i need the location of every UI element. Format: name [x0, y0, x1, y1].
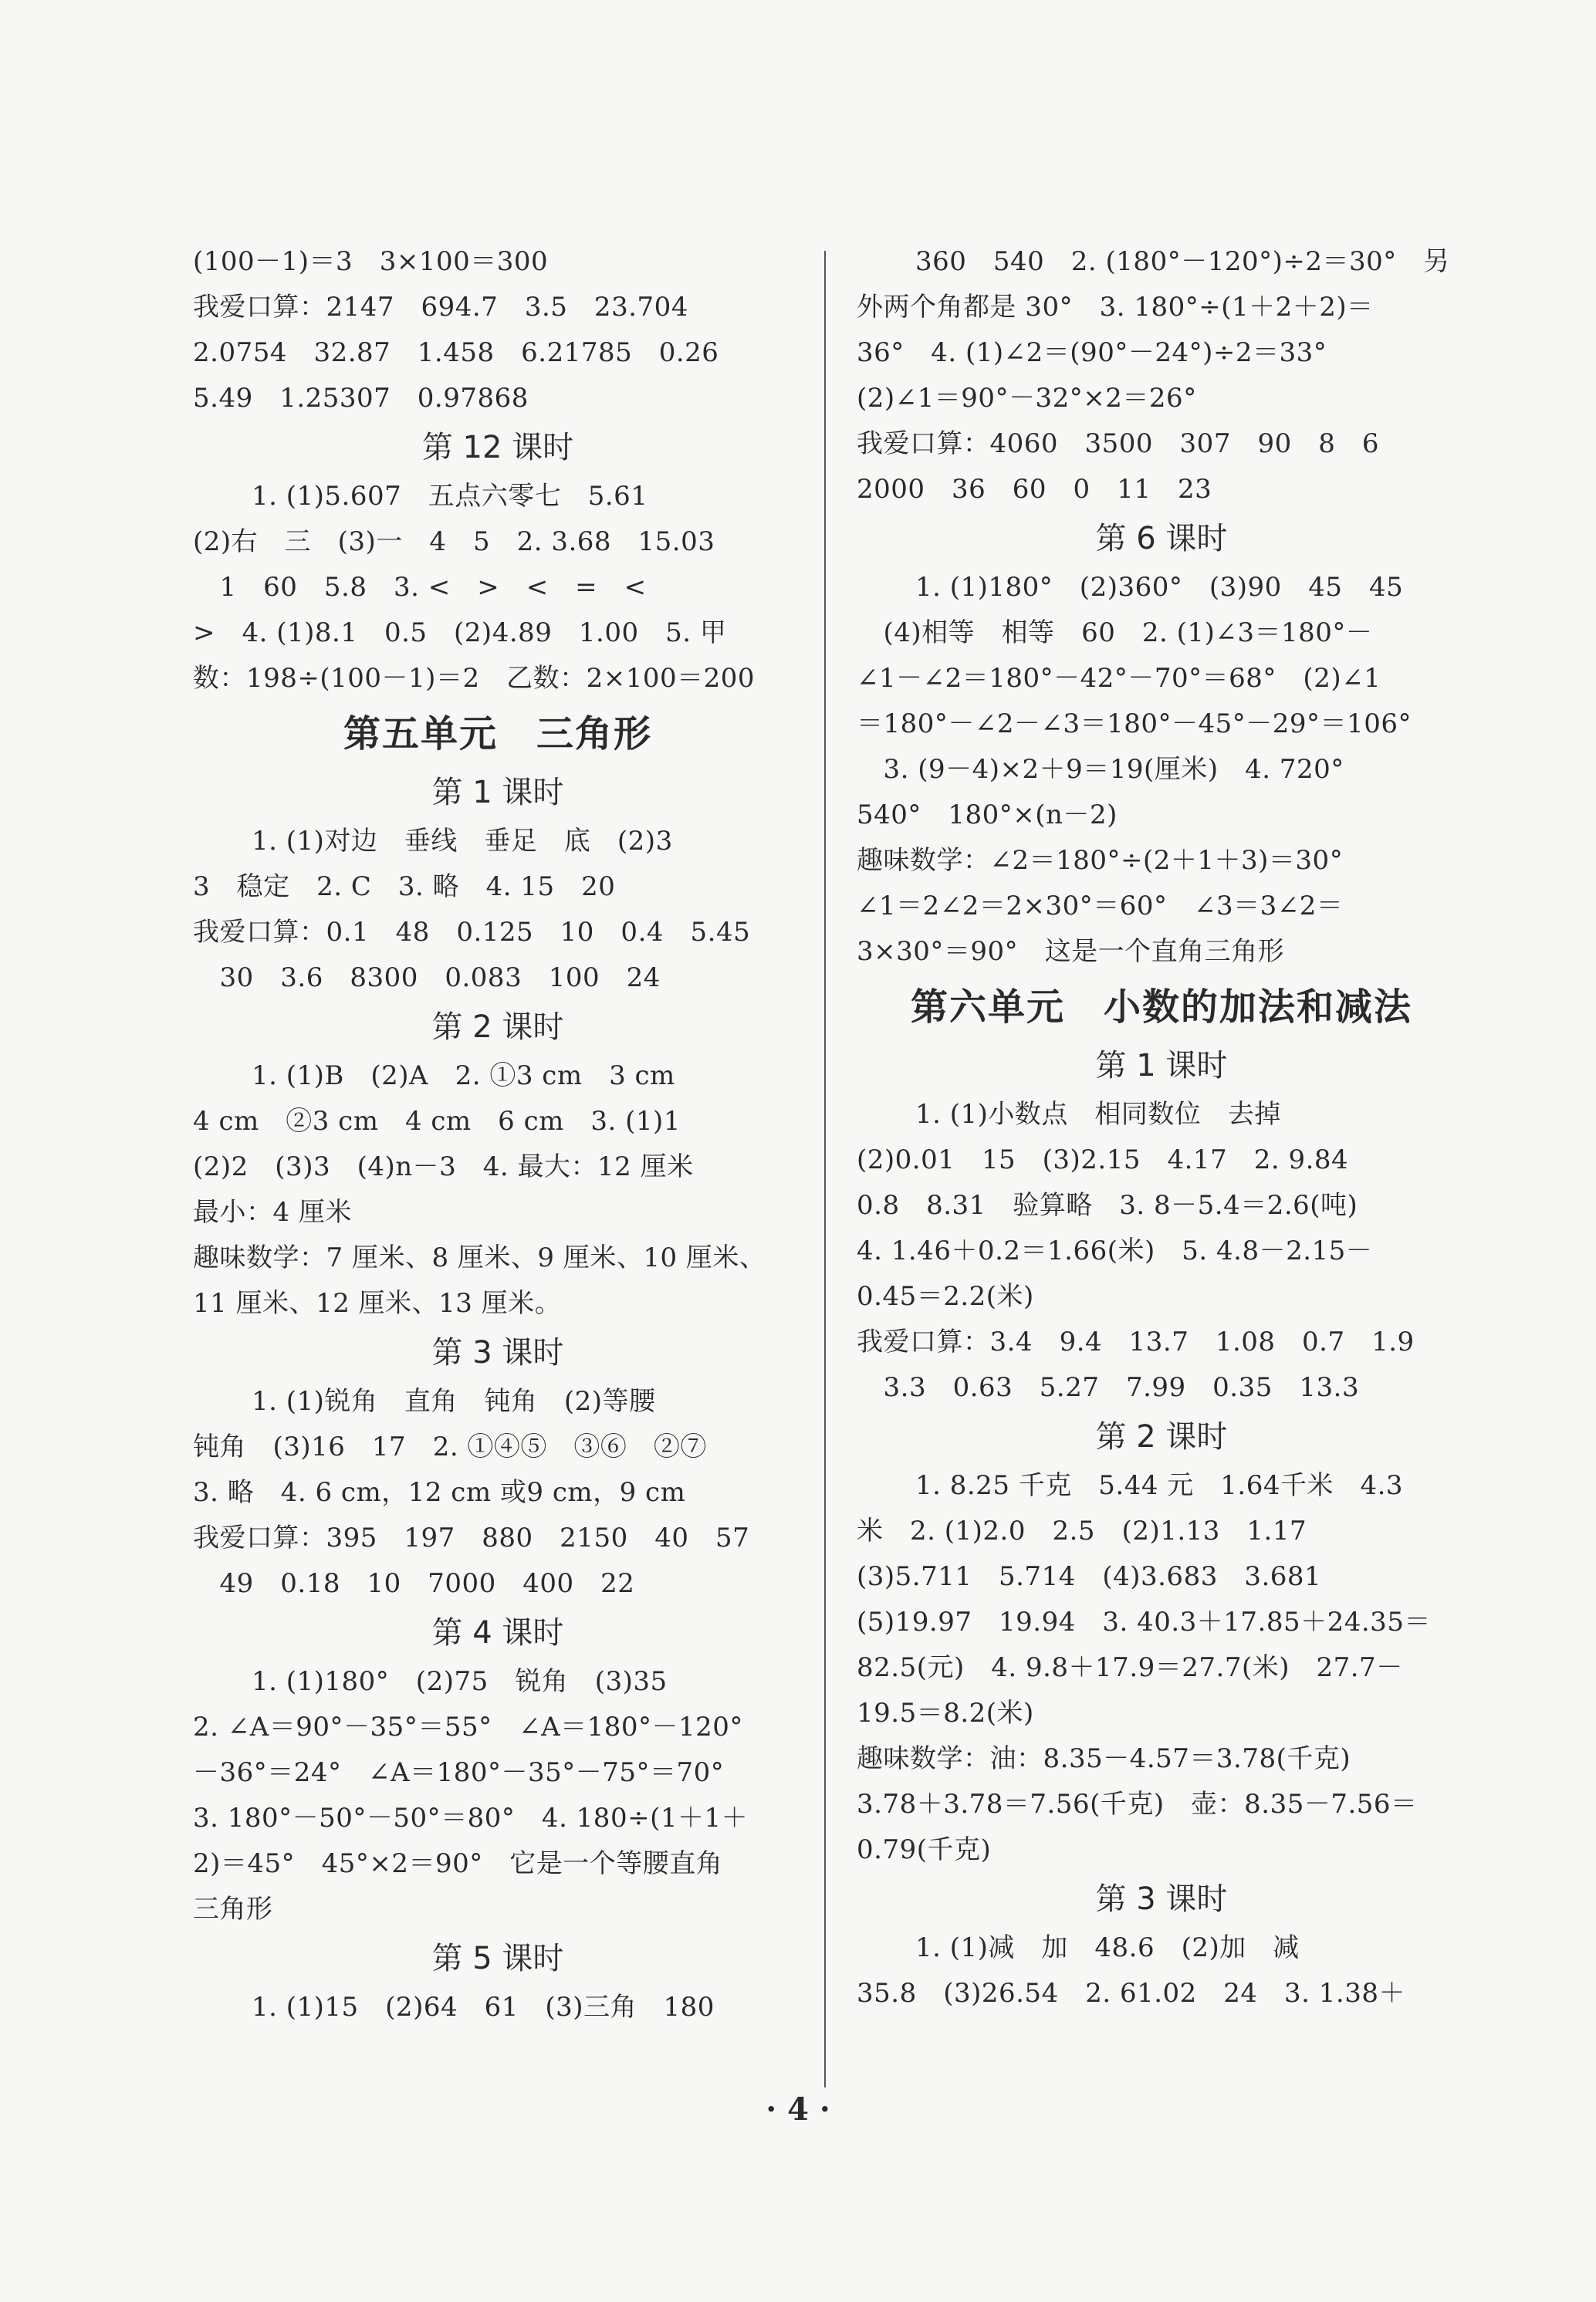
- lesson-heading: 第 2 课时: [431, 1009, 564, 1045]
- page-number: · 4 ·: [766, 2091, 830, 2128]
- answer-line: 4 cm ②3 cm 4 cm 6 cm 3. (1)1: [193, 1106, 681, 1137]
- answer-line: 11 厘米、12 厘米、13 厘米。: [193, 1288, 562, 1319]
- lesson-heading: 第 2 课时: [1095, 1419, 1228, 1455]
- answer-line: 3. (9－4)×2＋9＝19(厘米) 4. 720°: [857, 754, 1344, 785]
- answer-line: 0.79(千克): [857, 1834, 992, 1865]
- answer-line: ∠1＝2∠2＝2×30°＝60° ∠3＝3∠2＝: [857, 891, 1344, 921]
- answer-line: (2)2 (3)3 (4)n－3 4. 最大：12 厘米: [193, 1151, 694, 1182]
- answer-line: 1. (1)锐角 直角 钝角 (2)等腰: [252, 1386, 656, 1417]
- column-divider: [824, 251, 826, 2087]
- answer-line: －36°＝24° ∠A＝180°－35°－75°＝70°: [193, 1757, 725, 1788]
- lesson-heading: 第 6 课时: [1095, 521, 1228, 556]
- answer-line: 外两个角都是 30° 3. 180°÷(1＋2＋2)＝: [857, 292, 1374, 323]
- answer-line: 3×30°＝90° 这是一个直角三角形: [857, 936, 1285, 967]
- answer-line: 数：198÷(100－1)＝2 乙数：2×100＝200: [193, 663, 755, 694]
- answer-line: 1. (1)对边 垂线 垂足 底 (2)3: [252, 826, 673, 857]
- answer-line: 540° 180°×(n－2): [857, 799, 1118, 830]
- answer-line: 2000 36 60 0 11 23: [857, 474, 1212, 505]
- answer-line: (100－1)＝3 3×100＝300: [193, 246, 549, 277]
- answer-line: > 4. (1)8.1 0.5 (2)4.89 1.00 5. 甲: [193, 617, 727, 648]
- answer-line: 3.78＋3.78＝7.56(千克) 壶：8.35－7.56＝: [857, 1789, 1418, 1820]
- answer-line: 趣味数学：油：8.35－4.57＝3.78(千克): [857, 1743, 1351, 1774]
- answer-line: 我爱口算：2147 694.7 3.5 23.704: [193, 292, 688, 323]
- answer-line: 三角形: [193, 1894, 273, 1925]
- answer-line: 82.5(元) 4. 9.8＋17.9＝27.7(米) 27.7－: [857, 1652, 1403, 1683]
- answer-line: 5.49 1.25307 0.97868: [193, 383, 529, 414]
- answer-line: 最小：4 厘米: [193, 1197, 352, 1228]
- answer-line: 趣味数学：7 厘米、8 厘米、9 厘米、10 厘米、: [193, 1242, 766, 1273]
- answer-line: 1. (1)小数点 相同数位 去掉: [915, 1099, 1281, 1130]
- answer-line: 3. 180°－50°－50°＝80° 4. 180÷(1＋1＋: [193, 1803, 749, 1834]
- answer-line: (3)5.711 5.714 (4)3.683 3.681: [857, 1561, 1322, 1592]
- answer-line: ∠1－∠2＝180°－42°－70°＝68° (2)∠1: [857, 663, 1381, 694]
- answer-line: 2)＝45° 45°×2＝90° 它是一个等腰直角: [193, 1848, 723, 1879]
- answer-line: 3.3 0.63 5.27 7.99 0.35 13.3: [857, 1372, 1360, 1403]
- lesson-heading: 第 3 课时: [431, 1335, 564, 1371]
- answer-line: 我爱口算：0.1 48 0.125 10 0.4 5.45: [193, 917, 751, 948]
- answer-line: 360 540 2. (180°－120°)÷2＝30° 另: [915, 246, 1450, 277]
- answer-line: (2)右 三 (3)一 4 5 2. 3.68 15.03: [193, 526, 715, 557]
- answer-line: 0.8 8.31 验算略 3. 8－5.4＝2.6(吨): [857, 1190, 1358, 1221]
- left-column: [193, 239, 803, 2030]
- answer-line: 1 60 5.8 3. < > < = <: [193, 572, 647, 603]
- lesson-heading: 第 1 课时: [431, 775, 564, 810]
- answer-line: 我爱口算：4060 3500 307 90 8 6: [857, 428, 1379, 459]
- answer-line: 1. (1)5.607 五点六零七 5.61: [252, 481, 648, 512]
- answer-line: (2)0.01 15 (3)2.15 4.17 2. 9.84: [857, 1144, 1349, 1175]
- answer-line: 3. 略 4. 6 cm，12 cm 或9 cm，9 cm: [193, 1477, 686, 1508]
- answer-line: (2)∠1＝90°－32°×2＝26°: [857, 383, 1197, 414]
- right-column: [857, 239, 1466, 2016]
- lesson-heading: 第 3 课时: [1095, 1881, 1228, 1917]
- answer-line: 1. 8.25 千克 5.44 元 1.64千米 4.3: [915, 1470, 1404, 1501]
- answer-line: 钝角 (3)16 17 2. ①④⑤ ③⑥ ②⑦: [193, 1432, 707, 1462]
- answer-line: 3 稳定 2. C 3. 略 4. 15 20: [193, 871, 616, 902]
- answer-line: 1. (1)180° (2)360° (3)90 45 45: [915, 572, 1404, 603]
- answer-line: 1. (1)180° (2)75 锐角 (3)35: [252, 1666, 668, 1697]
- answer-line: 2. ∠A＝90°－35°＝55° ∠A＝180°－120°: [193, 1712, 743, 1743]
- answer-line: 我爱口算：395 197 880 2150 40 57: [193, 1523, 750, 1553]
- answer-line: 2.0754 32.87 1.458 6.21785 0.26: [193, 337, 719, 368]
- answer-line: 米 2. (1)2.0 2.5 (2)1.13 1.17: [857, 1516, 1307, 1546]
- lesson-heading: 第 4 课时: [431, 1615, 564, 1651]
- answer-line: ＝180°－∠2－∠3＝180°－45°－29°＝106°: [857, 708, 1412, 739]
- answer-line: 1. (1)B (2)A 2. ①3 cm 3 cm: [252, 1060, 675, 1091]
- answer-line: 36° 4. (1)∠2＝(90°－24°)÷2＝33°: [857, 337, 1327, 368]
- unit-heading: 第五单元 三角形: [343, 712, 652, 756]
- lesson-heading: 第 12 课时: [421, 430, 574, 465]
- lesson-heading: 第 5 课时: [431, 1941, 564, 1976]
- answer-line: 1. (1)减 加 48.6 (2)加 减: [915, 1932, 1300, 1963]
- answer-line: 19.5＝8.2(米): [857, 1698, 1034, 1729]
- answer-line: 30 3.6 8300 0.083 100 24: [193, 962, 661, 993]
- answer-line: (4)相等 相等 60 2. (1)∠3＝180°－: [857, 617, 1373, 648]
- unit-heading: 第六单元 小数的加法和减法: [910, 985, 1412, 1029]
- answer-line: 4. 1.46＋0.2＝1.66(米) 5. 4.8－2.15－: [857, 1236, 1373, 1266]
- answer-line: 35.8 (3)26.54 2. 61.02 24 3. 1.38＋: [857, 1978, 1405, 2009]
- answer-line: 1. (1)15 (2)64 61 (3)三角 180: [252, 1992, 715, 2023]
- answer-line: 0.45＝2.2(米): [857, 1281, 1034, 1312]
- answer-line: 趣味数学：∠2＝180°÷(2＋1＋3)＝30°: [857, 845, 1344, 876]
- answer-line: 49 0.18 10 7000 400 22: [193, 1568, 635, 1599]
- answer-line: (5)19.97 19.94 3. 40.3＋17.85＋24.35＝: [857, 1607, 1431, 1638]
- answer-line: 我爱口算：3.4 9.4 13.7 1.08 0.7 1.9: [857, 1327, 1415, 1357]
- lesson-heading: 第 1 课时: [1095, 1048, 1228, 1083]
